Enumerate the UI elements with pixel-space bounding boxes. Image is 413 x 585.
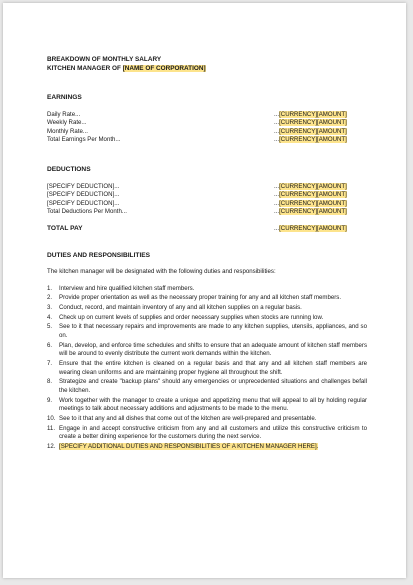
earnings-heading: EARNINGS [47,94,82,101]
deduction-label: [SPECIFY DEDUCTION]... [47,199,120,207]
duty-item [47,415,367,424]
duty-number: 10. [47,414,56,422]
duty-item [47,342,367,359]
earnings-amount: ...[CURRENCY][AMOUNT] [274,119,347,127]
document-title: BREAKDOWN OF MONTHLY SALARY [47,56,162,63]
duties-list [47,285,367,452]
deductions-total-label: Total Deductions Per Month... [47,208,127,216]
duty-text: See to it that any and all dishes that come out of the kitchen are well-prepared and presentable. [59,414,317,422]
duty-item [47,425,367,442]
duty-number: 11. [47,424,56,432]
earnings-row [47,111,367,120]
document-subtitle [47,64,367,73]
duty-text-placeholder: [SPECIFY ADDITIONAL DUTIES AND RESPONSIBILITIES OF A KITCHEN MANAGER HERE]. [59,442,319,450]
duty-item [47,360,367,377]
duty-item [47,397,367,414]
total-pay-amount: ...[CURRENCY][AMOUNT] [274,224,347,232]
earnings-label: Monthly Rate... [47,127,88,135]
duty-item [47,304,367,313]
earnings-amount: ...[CURRENCY][AMOUNT] [274,127,347,135]
duty-number: 5. [47,323,53,331]
duty-number: 3. [47,304,53,312]
duties-intro: The kitchen manager will be designated with the following duties and responsibilities: [47,268,276,276]
duty-text: Plan, develop, and enforce time schedules and shifts to ensure that an adequate amount of kitchen staff members will be around to evenly distribute the current work demands within the kitchen. [59,341,367,358]
duty-text: Ensure that the entire kitchen is cleaned on a regular basis and that any and all kitchen staff members are wearing clean uniforms and are maintaining proper hygiene all throughout the shift. [59,360,367,376]
duty-number: 9. [47,396,53,404]
deduction-label: [SPECIFY DEDUCTION]... [47,182,120,190]
deduction-row [47,183,367,192]
duty-text: Work together with the manager to create a unique and appetizing menu that will appeal to all by holding regular meetings to talk about necessary additions and adjustments to be made to the menu. [59,396,367,413]
duty-number: 1. [47,284,53,292]
earnings-total-row [47,136,367,145]
deductions-total-amount: ...[CURRENCY][AMOUNT] [274,208,347,216]
deduction-label: [SPECIFY DEDUCTION]... [47,191,120,199]
deduction-row [47,191,367,200]
earnings-total-label: Total Earnings Per Month... [47,136,121,144]
duty-text: Engage in and accept constructive criticism from any and all customers and utilize this constructive criticism to create a better dining experience for the customers during the next service. [59,424,367,441]
earnings-row [47,128,367,137]
deduction-row [47,200,367,209]
earnings-label: Daily Rate... [47,110,81,118]
duty-item [47,323,367,340]
duty-number: 4. [47,313,53,321]
duty-text: Check up on current levels of supplies and order necessary supplies when stocks are running low. [59,313,324,321]
duty-text: See to it that necessary repairs and improvements are made to any kitchen supplies, utensils, appliances, and so on. [59,323,367,340]
deduction-amount: ...[CURRENCY][AMOUNT] [274,199,347,207]
duty-item [47,378,367,395]
duty-number: 7. [47,360,53,368]
duty-item [47,443,367,452]
earnings-label: Weekly Rate... [47,119,87,127]
deduction-amount: ...[CURRENCY][AMOUNT] [274,191,347,199]
duty-text: Provide proper orientation as well as the necessary proper training for any and all kitchen staff members. [59,294,342,302]
total-pay-label: TOTAL PAY [47,224,83,232]
deductions-total-row [47,208,367,217]
duties-heading: DUTIES AND RESPONSIBILITIES [47,251,151,259]
document-content [47,55,367,453]
duty-item [47,314,367,323]
duty-number: 6. [47,341,53,349]
earnings-amount: ...[CURRENCY][AMOUNT] [274,110,347,118]
duty-text: Conduct, record, and maintain inventory of any and all kitchen supplies on a regular basis. [59,304,302,312]
earnings-row [47,119,367,128]
duty-item [47,294,367,303]
earnings-total-amount: ...[CURRENCY][AMOUNT] [274,136,347,144]
document-page [3,3,406,578]
duty-number: 2. [47,294,53,302]
deductions-heading: DEDUCTIONS [47,165,91,173]
duty-number: 8. [47,378,53,386]
subtitle-prefix: KITCHEN MANAGER OF [47,65,123,72]
corporation-placeholder: [NAME OF CORPORATION] [122,65,206,72]
duty-number: 12. [47,442,56,450]
duty-item [47,285,367,294]
total-pay-row [47,225,367,234]
duty-text: Strategize and create "backup plans" should any emergencies or unprecedented situations and challenges befall the kitchen. [59,378,367,394]
duty-text: Interview and hire qualified kitchen staff members. [59,284,195,292]
deduction-amount: ...[CURRENCY][AMOUNT] [274,182,347,190]
